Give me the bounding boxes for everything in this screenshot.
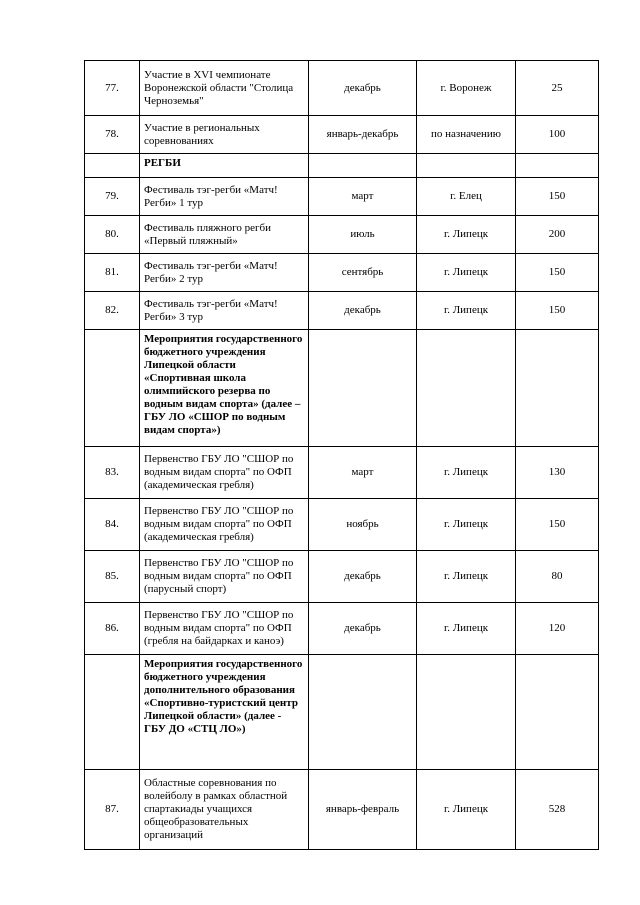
events-table-body	[85, 61, 599, 850]
table-row	[85, 61, 599, 116]
event-date: декабрь	[309, 61, 417, 116]
table-row	[85, 178, 599, 216]
table-row	[85, 116, 599, 154]
event-name: Первенство ГБУ ЛО "СШОР по водным видам спорта" по ОФП (академическая гребля)	[140, 499, 309, 551]
event-place	[417, 655, 516, 770]
participant-count: 80	[516, 551, 599, 603]
event-place: г. Липецк	[417, 770, 516, 850]
event-place: г. Липецк	[417, 216, 516, 254]
event-date: июль	[309, 216, 417, 254]
event-date: ноябрь	[309, 499, 417, 551]
participant-count: 150	[516, 254, 599, 292]
row-number: 86.	[85, 603, 140, 655]
event-name: Участие в XVI чемпионате Воронежской области "Столица Черноземья"	[140, 61, 309, 116]
table-row	[85, 603, 599, 655]
row-number	[85, 655, 140, 770]
event-date	[309, 655, 417, 770]
event-place	[417, 154, 516, 178]
row-number	[85, 154, 140, 178]
event-name: Участие в региональных соревнованиях	[140, 116, 309, 154]
participant-count: 150	[516, 178, 599, 216]
event-name: Первенство ГБУ ЛО "СШОР по водным видам спорта" по ОФП (академическая гребля)	[140, 447, 309, 499]
event-place: г. Липецк	[417, 254, 516, 292]
event-place: г. Липецк	[417, 551, 516, 603]
event-date	[309, 330, 417, 447]
table-row	[85, 770, 599, 850]
table-row	[85, 292, 599, 330]
event-name: Первенство ГБУ ЛО "СШОР по водным видам спорта" по ОФП (парусный спорт)	[140, 551, 309, 603]
row-number: 77.	[85, 61, 140, 116]
row-number: 80.	[85, 216, 140, 254]
section-title: РЕГБИ	[140, 154, 309, 178]
event-date: сентябрь	[309, 254, 417, 292]
event-name: Фестиваль тэг-регби «Матч! Регби» 3 тур	[140, 292, 309, 330]
row-number	[85, 330, 140, 447]
participant-count: 150	[516, 499, 599, 551]
event-place: по назначению	[417, 116, 516, 154]
section-row	[85, 154, 599, 178]
event-place	[417, 330, 516, 447]
event-place: г. Липецк	[417, 292, 516, 330]
event-date: декабрь	[309, 603, 417, 655]
participant-count: 120	[516, 603, 599, 655]
participant-count: 150	[516, 292, 599, 330]
event-place: г. Липецк	[417, 603, 516, 655]
participant-count: 25	[516, 61, 599, 116]
event-place: г. Елец	[417, 178, 516, 216]
participant-count	[516, 330, 599, 447]
event-name: Фестиваль тэг-регби «Матч! Регби» 2 тур	[140, 254, 309, 292]
event-date	[309, 154, 417, 178]
event-name: Фестиваль пляжного регби «Первый пляжный»	[140, 216, 309, 254]
section-title: Мероприятия государственного бюджетного учреждения дополнительного образования «Спортивно-туристский центр Липецкой области» (далее - ГБУ ДО «СТЦ ЛО»)	[140, 655, 309, 770]
participant-count: 528	[516, 770, 599, 850]
event-date: январь-февраль	[309, 770, 417, 850]
event-date: декабрь	[309, 292, 417, 330]
table-row	[85, 551, 599, 603]
event-date: март	[309, 447, 417, 499]
row-number: 82.	[85, 292, 140, 330]
row-number: 87.	[85, 770, 140, 850]
section-title: Мероприятия государственного бюджетного учреждения Липецкой области «Спортивная школа олимпийского резерва по водным видам спорта» (далее – ГБУ ЛО «СШОР по водным видам спорта»)	[140, 330, 309, 447]
row-number: 79.	[85, 178, 140, 216]
event-date: март	[309, 178, 417, 216]
row-number: 84.	[85, 499, 140, 551]
event-name: Первенство ГБУ ЛО "СШОР по водным видам спорта" по ОФП (гребля на байдарках и каноэ)	[140, 603, 309, 655]
event-date: январь-декабрь	[309, 116, 417, 154]
event-name: Областные соревнования по волейболу в рамках областной спартакиады учащихся общеобразовательных организаций	[140, 770, 309, 850]
table-row	[85, 447, 599, 499]
event-place: г. Липецк	[417, 499, 516, 551]
participant-count	[516, 655, 599, 770]
participant-count: 100	[516, 116, 599, 154]
section-row	[85, 655, 599, 770]
row-number: 83.	[85, 447, 140, 499]
events-table	[84, 60, 599, 850]
participant-count: 200	[516, 216, 599, 254]
section-row	[85, 330, 599, 447]
row-number: 85.	[85, 551, 140, 603]
event-place: г. Липецк	[417, 447, 516, 499]
table-row	[85, 499, 599, 551]
event-name: Фестиваль тэг-регби «Матч! Регби» 1 тур	[140, 178, 309, 216]
row-number: 78.	[85, 116, 140, 154]
table-row	[85, 254, 599, 292]
table-row	[85, 216, 599, 254]
row-number: 81.	[85, 254, 140, 292]
participant-count	[516, 154, 599, 178]
event-date: декабрь	[309, 551, 417, 603]
event-place: г. Воронеж	[417, 61, 516, 116]
participant-count: 130	[516, 447, 599, 499]
